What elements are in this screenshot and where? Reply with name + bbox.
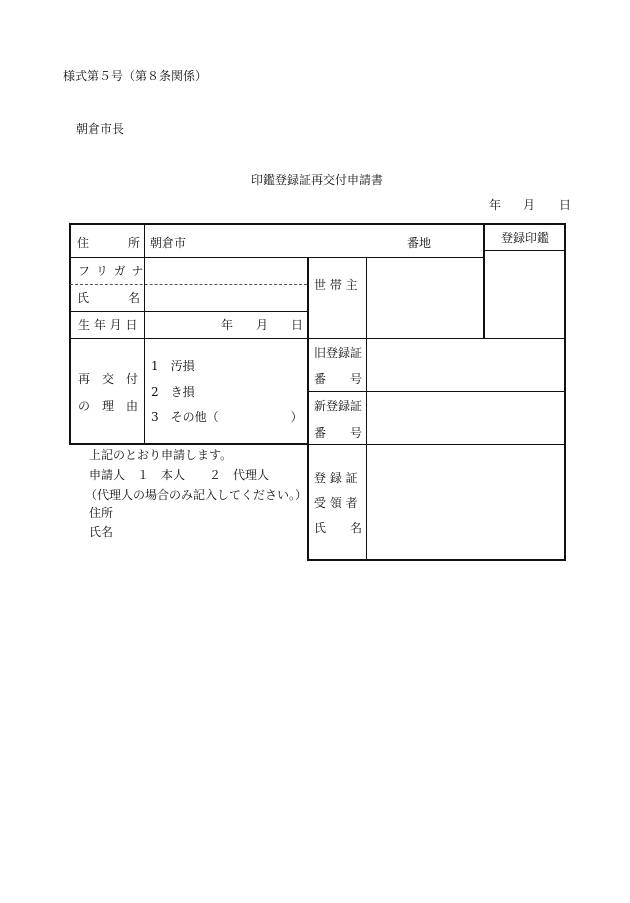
- form-number: 様式第５号（第８条関係）: [63, 69, 208, 83]
- reason-label-line1: 再 交 付: [78, 372, 139, 386]
- address-city: 朝倉市: [150, 236, 187, 250]
- receiver-line3: 氏 名: [314, 521, 363, 535]
- addressee: 朝倉市長: [76, 122, 125, 136]
- date-year: 年: [489, 198, 502, 212]
- receiver-line1: 登 録 証: [314, 471, 358, 485]
- statement: 上記のとおり申請します。: [89, 448, 233, 462]
- applicant-line: 申請人 １ 本人 ２ 代理人: [89, 468, 270, 482]
- proxy-name-label: 氏名: [89, 525, 114, 539]
- old-cert-line1: 旧登録証: [314, 346, 363, 360]
- reason-option-3: 3 その他（ ）: [151, 410, 303, 424]
- date-day: 日: [559, 198, 572, 212]
- dob-day: 日: [291, 318, 304, 332]
- form-title: 印鑑登録証再交付申請書: [251, 173, 384, 187]
- seal-label: 登録印鑑: [501, 231, 550, 245]
- receiver-line2: 受 領 者: [314, 496, 358, 510]
- reason-label-line2: の 理 由: [78, 399, 139, 413]
- proxy-note: （代理人の場合のみ記入してください。）: [85, 488, 308, 502]
- address-label-2: 所: [128, 236, 141, 250]
- proxy-address-label: 住所: [89, 506, 114, 520]
- old-cert-line2: 番 号: [314, 372, 363, 386]
- name-label-2: 名: [128, 291, 141, 305]
- householder-label: 世 帯 主: [314, 278, 358, 292]
- address-banchi: 番地: [407, 236, 432, 250]
- dob-month: 月: [256, 318, 269, 332]
- name-label-1: 氏: [77, 291, 90, 305]
- new-cert-line1: 新登録証: [314, 399, 363, 413]
- reason-option-2: 2 き損: [151, 385, 195, 399]
- new-cert-line2: 番 号: [314, 426, 363, 440]
- dob-label: 生 年 月 日: [78, 318, 138, 332]
- date-month: 月: [523, 198, 536, 212]
- furigana-label: フ リ ガ ナ: [78, 264, 145, 278]
- dob-year: 年: [221, 318, 234, 332]
- reason-option-1: 1 汚損: [151, 359, 195, 373]
- address-label-1: 住: [77, 236, 90, 250]
